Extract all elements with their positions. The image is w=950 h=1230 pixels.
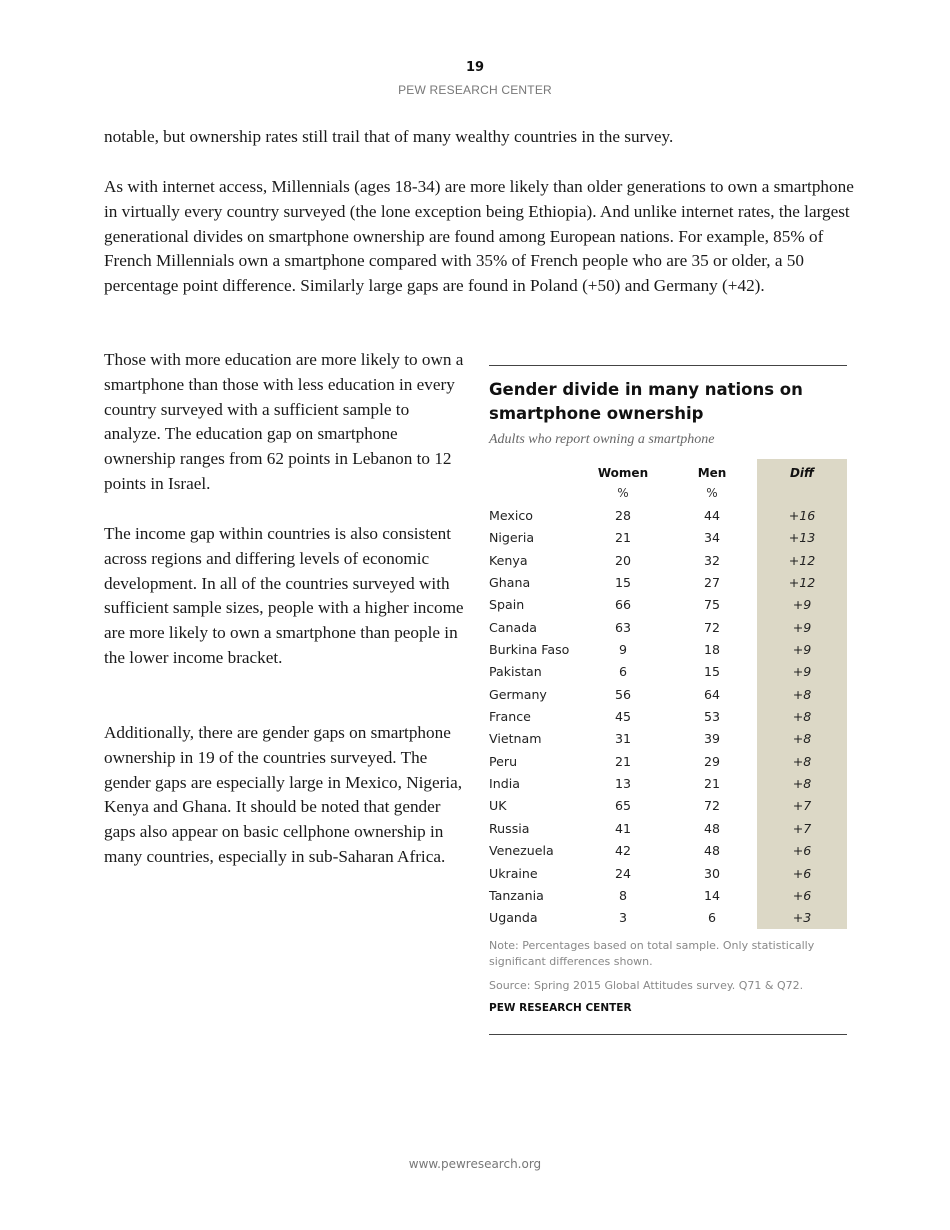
women-value-cell: 21 (614, 753, 632, 769)
table-row (489, 594, 847, 616)
women-value-cell: 21 (614, 530, 632, 546)
header-org-name: PEW RESEARCH CENTER (398, 83, 552, 97)
men-value-cell: 27 (703, 575, 721, 591)
table-row (489, 661, 847, 683)
women-value-cell: 65 (614, 798, 632, 814)
body-paragraph-4: The income gap within countries is also consistent across regions and differing levels of economic development. In all of the countries surveyed with sufficient sample sizes, people with a higher income are more likely to own a smartphone than people in the lower income bracket. (104, 524, 464, 667)
men-value-cell: 48 (703, 843, 721, 859)
table-row (489, 572, 847, 594)
diff-value-cell: +6 (792, 843, 812, 859)
women-value-cell: 24 (614, 865, 632, 881)
country-cell: Canada (489, 619, 537, 635)
chart-subtitle: Adults who report owning a smartphone (489, 432, 715, 447)
table-row (489, 863, 847, 885)
women-value-cell: 66 (614, 597, 632, 613)
column-header-women: Women (597, 466, 649, 480)
table-row (489, 773, 847, 795)
men-value-cell: 39 (703, 731, 721, 747)
table-row (489, 907, 847, 929)
footer-url: www.pewresearch.org (408, 1157, 542, 1171)
diff-value-cell: +13 (788, 530, 816, 546)
body-paragraph-3: Those with more education are more likely to own a smartphone than those with less education in every country surveyed with a sufficient sample to analyze. The education gap on smartphone ownership ranges from 62 points in Lebanon to 12 points in Israel. (104, 350, 464, 493)
women-value-cell: 28 (614, 508, 632, 523)
diff-value-cell: +9 (792, 664, 812, 680)
diff-value-cell: +12 (788, 552, 816, 568)
diff-value-cell: +6 (792, 887, 812, 903)
column-header-men: Men (697, 466, 727, 480)
table-row (489, 751, 847, 773)
page-number: 19 (465, 60, 485, 75)
country-cell: Nigeria (489, 530, 535, 546)
country-cell: Spain (489, 597, 525, 613)
table-row (489, 885, 847, 907)
body-paragraph-1: notable, but ownership rates still trail that of many wealthy countries in the survey. (104, 127, 674, 146)
country-cell: Burkina Faso (489, 642, 570, 658)
chart-source: Source: Spring 2015 Global Attitudes survey. Q71 & Q72. (489, 979, 804, 992)
men-value-cell: 6 (707, 910, 716, 926)
country-cell: Peru (489, 753, 518, 769)
table-row (489, 795, 847, 817)
women-value-cell: 6 (618, 664, 627, 680)
women-value-cell: 15 (614, 575, 632, 591)
women-value-cell: 9 (618, 642, 627, 658)
gender-divide-table (489, 365, 847, 1035)
men-value-cell: 72 (703, 619, 721, 635)
men-value-cell: 32 (703, 552, 721, 568)
women-value-cell: 31 (614, 731, 632, 747)
country-cell: Pakistan (489, 664, 542, 680)
men-value-cell: 15 (703, 664, 721, 680)
country-cell: India (489, 776, 520, 792)
table-row (489, 706, 847, 728)
country-cell: Venezuela (489, 843, 554, 859)
men-value-cell: 64 (703, 686, 721, 702)
men-value-cell: 75 (703, 597, 721, 613)
men-value-cell: 18 (703, 642, 721, 658)
chart-org-name: PEW RESEARCH CENTER (489, 1002, 632, 1014)
men-value-cell: 53 (703, 709, 721, 725)
body-paragraph-2: As with internet access, Millennials (ages 18-34) are more likely than older generations to own a smartphone in virtually every country surveyed (the lone exception being Ethiopia). And unlike internet rates, the largest generational divides on smartphone ownership are found among European nations. For example, 85% of French Millennials own a smartphone compared with 35% of French people who are 35 or older, a 50 percentage point difference. Similarly large gaps are found in Poland (+50) and Germany (+42). (104, 177, 854, 296)
diff-value-cell: +9 (792, 597, 812, 613)
men-value-cell: 29 (703, 753, 721, 769)
table-row (489, 617, 847, 639)
country-cell: Germany (489, 686, 547, 702)
women-value-cell: 63 (614, 619, 632, 635)
country-cell: Uganda (489, 910, 538, 926)
women-value-cell: 56 (614, 686, 632, 702)
table-row (489, 818, 847, 840)
men-value-cell: 72 (703, 798, 721, 814)
table-body (489, 505, 847, 930)
table-row (489, 527, 847, 549)
table-row (489, 639, 847, 661)
diff-value-cell: +8 (792, 686, 812, 702)
table-row (489, 684, 847, 706)
women-value-cell: 42 (614, 843, 632, 859)
women-value-cell: 3 (618, 910, 627, 926)
diff-value-cell: +16 (788, 508, 816, 523)
table-row (489, 550, 847, 572)
men-value-cell: 48 (703, 820, 721, 836)
diff-value-cell: +3 (792, 910, 812, 926)
country-cell: Russia (489, 820, 530, 836)
women-value-cell: 45 (614, 709, 632, 725)
table-row (489, 840, 847, 862)
diff-value-cell: +8 (792, 776, 812, 792)
country-cell: Vietnam (489, 731, 542, 747)
diff-value-cell: +9 (792, 642, 812, 658)
country-cell: France (489, 709, 531, 725)
men-value-cell: 14 (703, 887, 721, 903)
women-value-cell: 41 (614, 820, 632, 836)
country-cell: Mexico (489, 508, 533, 523)
women-value-cell: 20 (614, 552, 632, 568)
men-value-cell: 34 (703, 530, 721, 546)
country-cell: Ukraine (489, 865, 538, 881)
diff-value-cell: +9 (792, 619, 812, 635)
diff-value-cell: +8 (792, 753, 812, 769)
diff-value-cell: +8 (792, 731, 812, 747)
country-cell: Ghana (489, 575, 531, 591)
table-row (489, 728, 847, 750)
men-value-cell: 21 (703, 776, 721, 792)
unit-label-women: % (617, 486, 629, 500)
body-paragraph-5: Additionally, there are gender gaps on smartphone ownership in 19 of the countries surveyed. The gender gaps are especially large in Mexico, Nigeria, Kenya and Ghana. It should be noted that gender gaps also appear on basic cellphone ownership in many countries, especially in sub-Saharan Africa. (104, 723, 463, 866)
diff-value-cell: +6 (792, 865, 812, 881)
country-cell: Tanzania (489, 887, 544, 903)
chart-note: Note: Percentages based on total sample. Only statistically significant differences shown. (489, 939, 815, 968)
unit-label-men: % (706, 486, 718, 500)
women-value-cell: 8 (618, 887, 627, 903)
diff-value-cell: +7 (792, 798, 812, 814)
column-header-diff: Diff (789, 466, 815, 480)
chart-title: Gender divide in many nations on smartphone ownership (489, 380, 803, 423)
country-cell: UK (489, 798, 507, 814)
diff-value-cell: +7 (792, 820, 812, 836)
country-cell: Kenya (489, 552, 528, 568)
women-value-cell: 13 (614, 776, 632, 792)
men-value-cell: 44 (703, 508, 721, 523)
diff-value-cell: +12 (788, 575, 816, 591)
men-value-cell: 30 (703, 865, 721, 881)
diff-value-cell: +8 (792, 709, 812, 725)
table-row (489, 505, 847, 527)
